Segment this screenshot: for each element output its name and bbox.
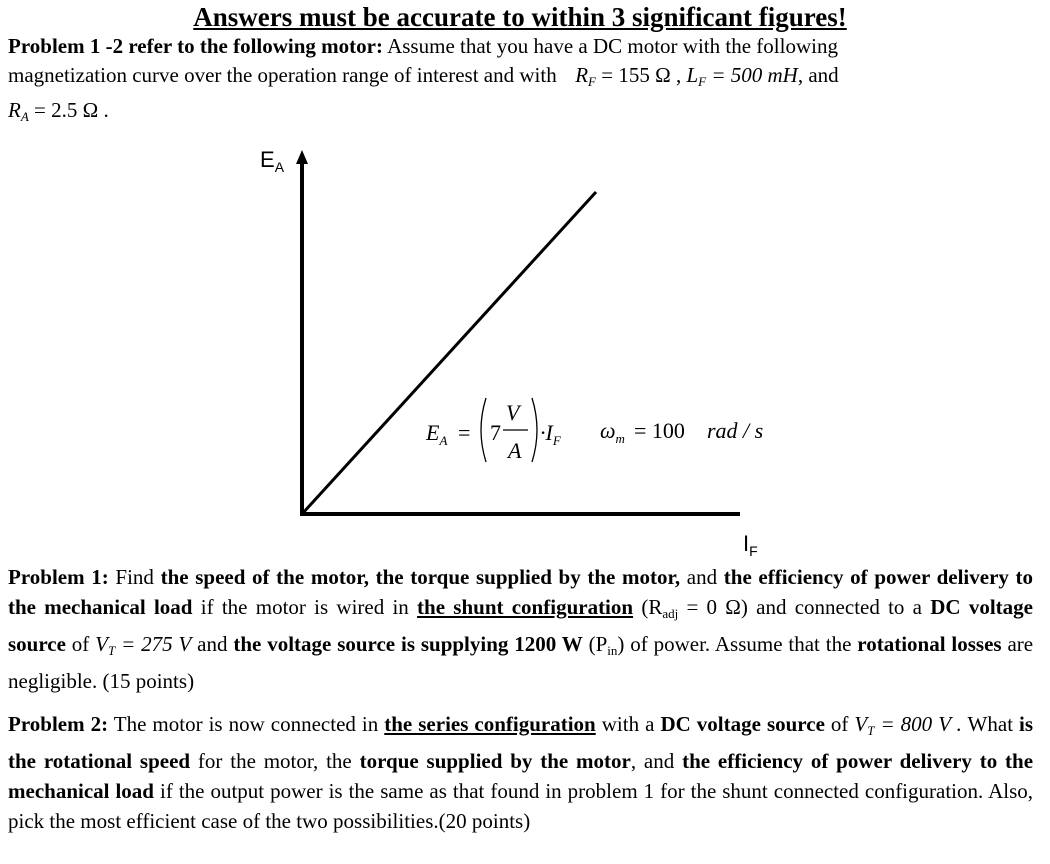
vt-sub: T bbox=[867, 723, 875, 738]
p2-bold: DC voltage source bbox=[660, 712, 825, 736]
y-axis-arrow-icon bbox=[296, 150, 308, 164]
left-paren bbox=[481, 398, 486, 462]
lf-symbol: L bbox=[686, 63, 699, 87]
p1-text: connected to a bbox=[794, 595, 923, 619]
p1-text: Find bbox=[115, 565, 154, 589]
eq-omega-unit: rad / s bbox=[707, 418, 764, 443]
p2-text: for the motor, the bbox=[197, 749, 352, 773]
p1-text: and bbox=[686, 565, 718, 589]
vt-value: = 800 V . bbox=[880, 712, 962, 736]
problem-2-label: Problem 2: bbox=[8, 712, 109, 736]
equation bbox=[425, 398, 763, 463]
p1-bold: rotational losses bbox=[857, 632, 1002, 656]
magnetization-line bbox=[302, 192, 596, 514]
p2-bold: is the rotational speed bbox=[8, 712, 1034, 773]
shunt-configuration: the shunt configuration bbox=[417, 595, 634, 619]
pin-sub: in bbox=[607, 643, 618, 658]
ra-symbol: R bbox=[8, 98, 21, 122]
rf-symbol: R bbox=[575, 63, 589, 87]
right-paren bbox=[532, 398, 537, 462]
ra-value: = 2.5 Ω . bbox=[34, 98, 109, 122]
eq-omega: $\omega_m$ bbox=[600, 418, 625, 446]
rf-value: = 155 Ω , bbox=[601, 63, 682, 87]
p1-bold: DC voltage source bbox=[8, 595, 1033, 656]
eq-ea: $E_A$ bbox=[426, 420, 448, 448]
radj-sub: adj bbox=[662, 606, 679, 621]
p2-bold: efficiency of power delivery to the mechanical load bbox=[8, 749, 1034, 803]
problem-1 bbox=[8, 562, 1033, 696]
vt-symbol: V bbox=[95, 632, 108, 656]
intro-text-2: magnetization curve over the operation range of interest and with bbox=[8, 63, 557, 87]
eq-unit-den: A bbox=[508, 438, 522, 463]
eq-equals: = bbox=[458, 420, 471, 445]
p2-text: if the output power is the same as that found in bbox=[160, 779, 562, 803]
eq-coef: 7 bbox=[490, 420, 501, 445]
p2-bold: torque supplied by the motor bbox=[359, 749, 631, 773]
rf-sub: F bbox=[588, 74, 596, 89]
p1-text: (P bbox=[588, 632, 608, 656]
p2-text: with a bbox=[601, 712, 655, 736]
p2-text: of bbox=[830, 712, 849, 736]
problem-1-label: Problem 1: bbox=[8, 565, 109, 589]
ra-sub: A bbox=[20, 109, 29, 124]
p1-text: = 0 Ω) and bbox=[686, 595, 787, 619]
eq-unit-num: V bbox=[506, 400, 520, 425]
intro-text-1: Assume that you have a DC motor with the following bbox=[387, 34, 838, 58]
p2-text: problem 1 for the shunt connected configuration. Also, pick the most efficient case of the two bbox=[8, 779, 1034, 833]
lf-sub: F bbox=[698, 74, 707, 89]
p1-bold: the speed of the motor, the torque supplied by the motor, bbox=[160, 565, 681, 589]
p1-bold: power delivery to the mechanical load bbox=[8, 565, 1034, 619]
eq-omega-value: = 100 bbox=[634, 418, 685, 443]
p2-text: possibilities.(20 points) bbox=[333, 809, 531, 833]
p1-bold: the efficiency of bbox=[723, 565, 868, 589]
page-title: Answers must be accurate to within 3 significant figures! bbox=[193, 2, 847, 32]
p1-text: of bbox=[71, 632, 90, 656]
p1-text: power. Assume that the bbox=[653, 632, 852, 656]
y-axis-label: $E_A$ bbox=[260, 147, 285, 175]
p1-bold: the voltage source is supplying 1200 W bbox=[233, 632, 583, 656]
p2-bold: the bbox=[682, 749, 711, 773]
problem-2 bbox=[8, 709, 1033, 836]
and-text: , and bbox=[797, 63, 839, 87]
lf-value: = 500 mH bbox=[711, 63, 798, 87]
p1-text: (R bbox=[641, 595, 663, 619]
p2-text: , and bbox=[630, 749, 675, 773]
p1-text: are negligible. (15 points) bbox=[8, 632, 1034, 693]
vt-value: = 275 V bbox=[121, 632, 192, 656]
p1-text: and bbox=[197, 632, 228, 656]
p1-text: ) of bbox=[617, 632, 648, 656]
vt-sub: T bbox=[107, 643, 116, 658]
p2-text: What bbox=[967, 712, 1014, 736]
p1-text: if the motor is wired in bbox=[200, 595, 409, 619]
series-configuration: the series configuration bbox=[384, 712, 596, 736]
eq-if: $\cdot I_F$ bbox=[540, 420, 561, 448]
p2-text: The motor is now connected in bbox=[113, 712, 379, 736]
x-axis-label: $I_F$ bbox=[743, 531, 758, 559]
vt-symbol: V bbox=[854, 712, 868, 736]
intro-lead: Problem 1 -2 refer to the following motor: bbox=[8, 34, 383, 58]
